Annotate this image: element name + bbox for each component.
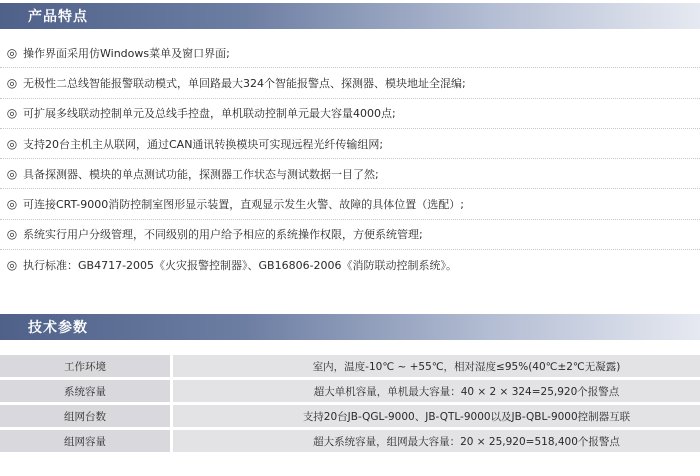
features-section-header <box>0 3 700 29</box>
feature-item <box>0 68 700 98</box>
spec-value: 超大系统容量，组网最大容量：20 × 25,920=518,400个报警点 <box>170 430 700 452</box>
specs-table <box>0 352 700 455</box>
feature-text: 可扩展多线联动控制单元及总线手控盘，单机联动控制单元最大容量4000点; <box>23 107 396 121</box>
spec-value: 超大单机容量，单机最大容量：40 × 2 × 324=25,920个报警点 <box>170 380 700 402</box>
circle-bullet-icon: ◎ <box>6 258 18 273</box>
spec-value: 支持20台JB-QGL-9000、JB-QTL-9000以及JB-QBL-9000控制器互联 <box>170 405 700 427</box>
table-row <box>0 430 700 452</box>
feature-item <box>0 159 700 189</box>
circle-bullet-icon: ◎ <box>6 45 18 60</box>
feature-text: 系统实行用户分级管理，不同级别的用户给予相应的系统操作权限，方便系统管理; <box>23 228 423 242</box>
feature-item <box>0 38 700 68</box>
circle-bullet-icon: ◎ <box>6 75 18 90</box>
features-list <box>0 38 700 280</box>
feature-text: 操作界面采用仿Windows菜单及窗口界面; <box>23 46 230 60</box>
feature-text: 可连接CRT-9000消防控制室图形显示装置，直观显示发生火警、故障的具体位置（选配）; <box>23 198 464 212</box>
table-row <box>0 405 700 427</box>
feature-item <box>0 250 700 280</box>
circle-bullet-icon: ◎ <box>6 227 18 242</box>
spec-label: 工作环境 <box>0 355 170 377</box>
table-row <box>0 380 700 402</box>
feature-item <box>0 129 700 159</box>
specs-section-header <box>0 314 700 340</box>
circle-bullet-icon: ◎ <box>6 166 18 181</box>
circle-bullet-icon: ◎ <box>6 197 18 212</box>
spec-label: 系统容量 <box>0 380 170 402</box>
feature-item <box>0 189 700 219</box>
specs-section-title: 技术参数 <box>28 320 88 336</box>
spec-label: 组网容量 <box>0 430 170 452</box>
spec-label: 组网台数 <box>0 405 170 427</box>
feature-text: 执行标准：GB4717-2005《火灾报警控制器》、GB16806-2006《消防联动控制系统》。 <box>23 259 458 273</box>
spec-value: 室内，温度-10℃ ~ +55℃，相对湿度≤95%(40℃±2℃无凝露) <box>170 355 700 377</box>
circle-bullet-icon: ◎ <box>6 136 18 151</box>
feature-text: 无极性二总线智能报警联动模式，单回路最大324个智能报警点、探测器、模块地址全混编; <box>23 76 466 90</box>
feature-item <box>0 99 700 129</box>
feature-text: 支持20台主机主从联网，通过CAN通讯转换模块可实现远程光纤传输组网; <box>23 137 384 151</box>
feature-text: 具备探测器、模块的单点测试功能，探测器工作状态与测试数据一目了然; <box>23 167 379 181</box>
table-row <box>0 355 700 377</box>
features-section-title: 产品特点 <box>28 9 88 25</box>
circle-bullet-icon: ◎ <box>6 106 18 121</box>
feature-item <box>0 220 700 250</box>
